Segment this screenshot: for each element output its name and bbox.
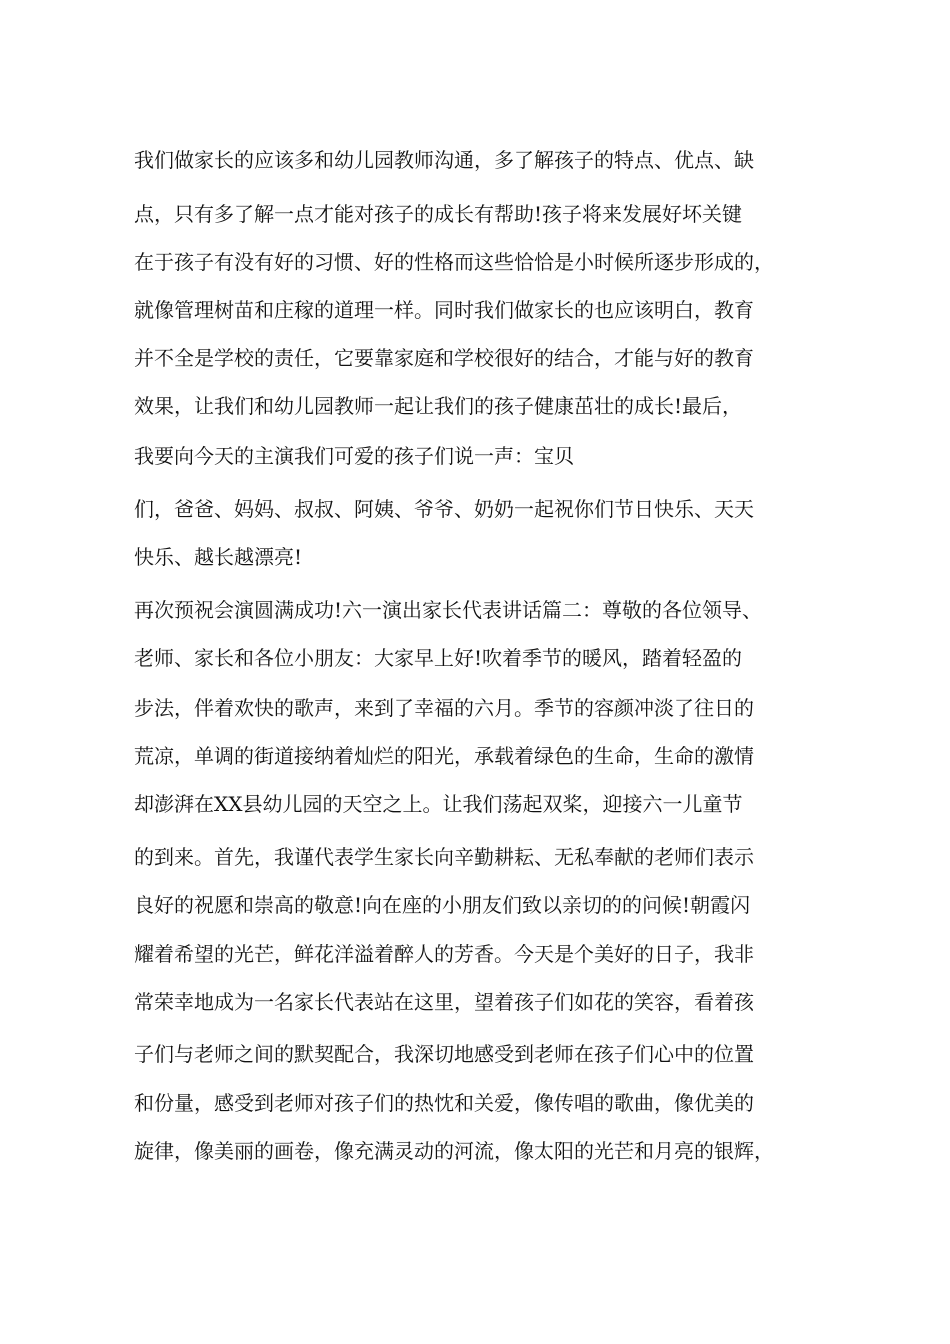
text-line: 耀着希望的光芒，鲜花洋溢着醉人的芳香。今天是个美好的日子，我非 (134, 942, 754, 966)
text-line: 就像管理树苗和庄稼的道理一样。同时我们做家长的也应该明白，教育 (134, 298, 754, 322)
text-line: 步法，伴着欢快的歌声，来到了幸福的六月。季节的容颜冲淡了往日的 (134, 696, 754, 720)
text-line: 在于孩子有没有好的习惯、好的性格而这些恰恰是小时候所逐步形成的， (134, 250, 774, 274)
text-line: 快乐、越长越漂亮! (134, 545, 303, 569)
text-line: 子们与老师之间的默契配合，我深切地感受到老师在孩子们心中的位置 (134, 1042, 754, 1066)
text-line: 常荣幸地成为一名家长代表站在这里，望着孩子们如花的笑容，看着孩 (134, 990, 754, 1014)
text-line: 良好的祝愿和崇高的敬意!向在座的小朋友们致以亲切的的问候!朝霞闪 (134, 893, 751, 917)
text-line: 再次预祝会演圆满成功!六一演出家长代表讲话篇二：尊敬的各位领导、 (134, 598, 763, 622)
text-line: 并不全是学校的责任，它要靠家庭和学校很好的结合，才能与好的教育 (134, 346, 754, 370)
text-line: 们，爸爸、妈妈、叔叔、阿姨、爷爷、奶奶一起祝你们节日快乐、天天 (134, 497, 754, 521)
text-line: 效果，让我们和幼儿园教师一起让我们的孩子健康茁壮的成长!最后， (134, 394, 743, 418)
text-line: 老师、家长和各位小朋友：大家早上好!吹着季节的暖风，踏着轻盈的 (134, 646, 743, 670)
text-line: 的到来。首先，我谨代表学生家长向辛勤耕耘、无私奉献的老师们表示 (134, 845, 754, 869)
text-line: 和份量，感受到老师对孩子们的热忱和关爱，像传唱的歌曲，像优美的 (134, 1091, 754, 1115)
text-line: 点，只有多了解一点才能对孩子的成长有帮助!孩子将来发展好坏关键 (134, 202, 743, 226)
text-line: 我们做家长的应该多和幼儿园教师沟通，多了解孩子的特点、优点、缺 (134, 148, 754, 172)
text-line: 我要向今天的主演我们可爱的孩子们说一声：宝贝 (134, 444, 574, 468)
text-line: 旋律，像美丽的画卷，像充满灵动的河流，像太阳的光芒和月亮的银辉， (134, 1139, 774, 1163)
text-line: 却澎湃在XX县幼儿园的天空之上。让我们荡起双桨，迎接六一儿童节 (134, 792, 743, 816)
text-line: 荒凉，单调的街道接纳着灿烂的阳光，承载着绿色的生命，生命的激情 (134, 744, 754, 768)
